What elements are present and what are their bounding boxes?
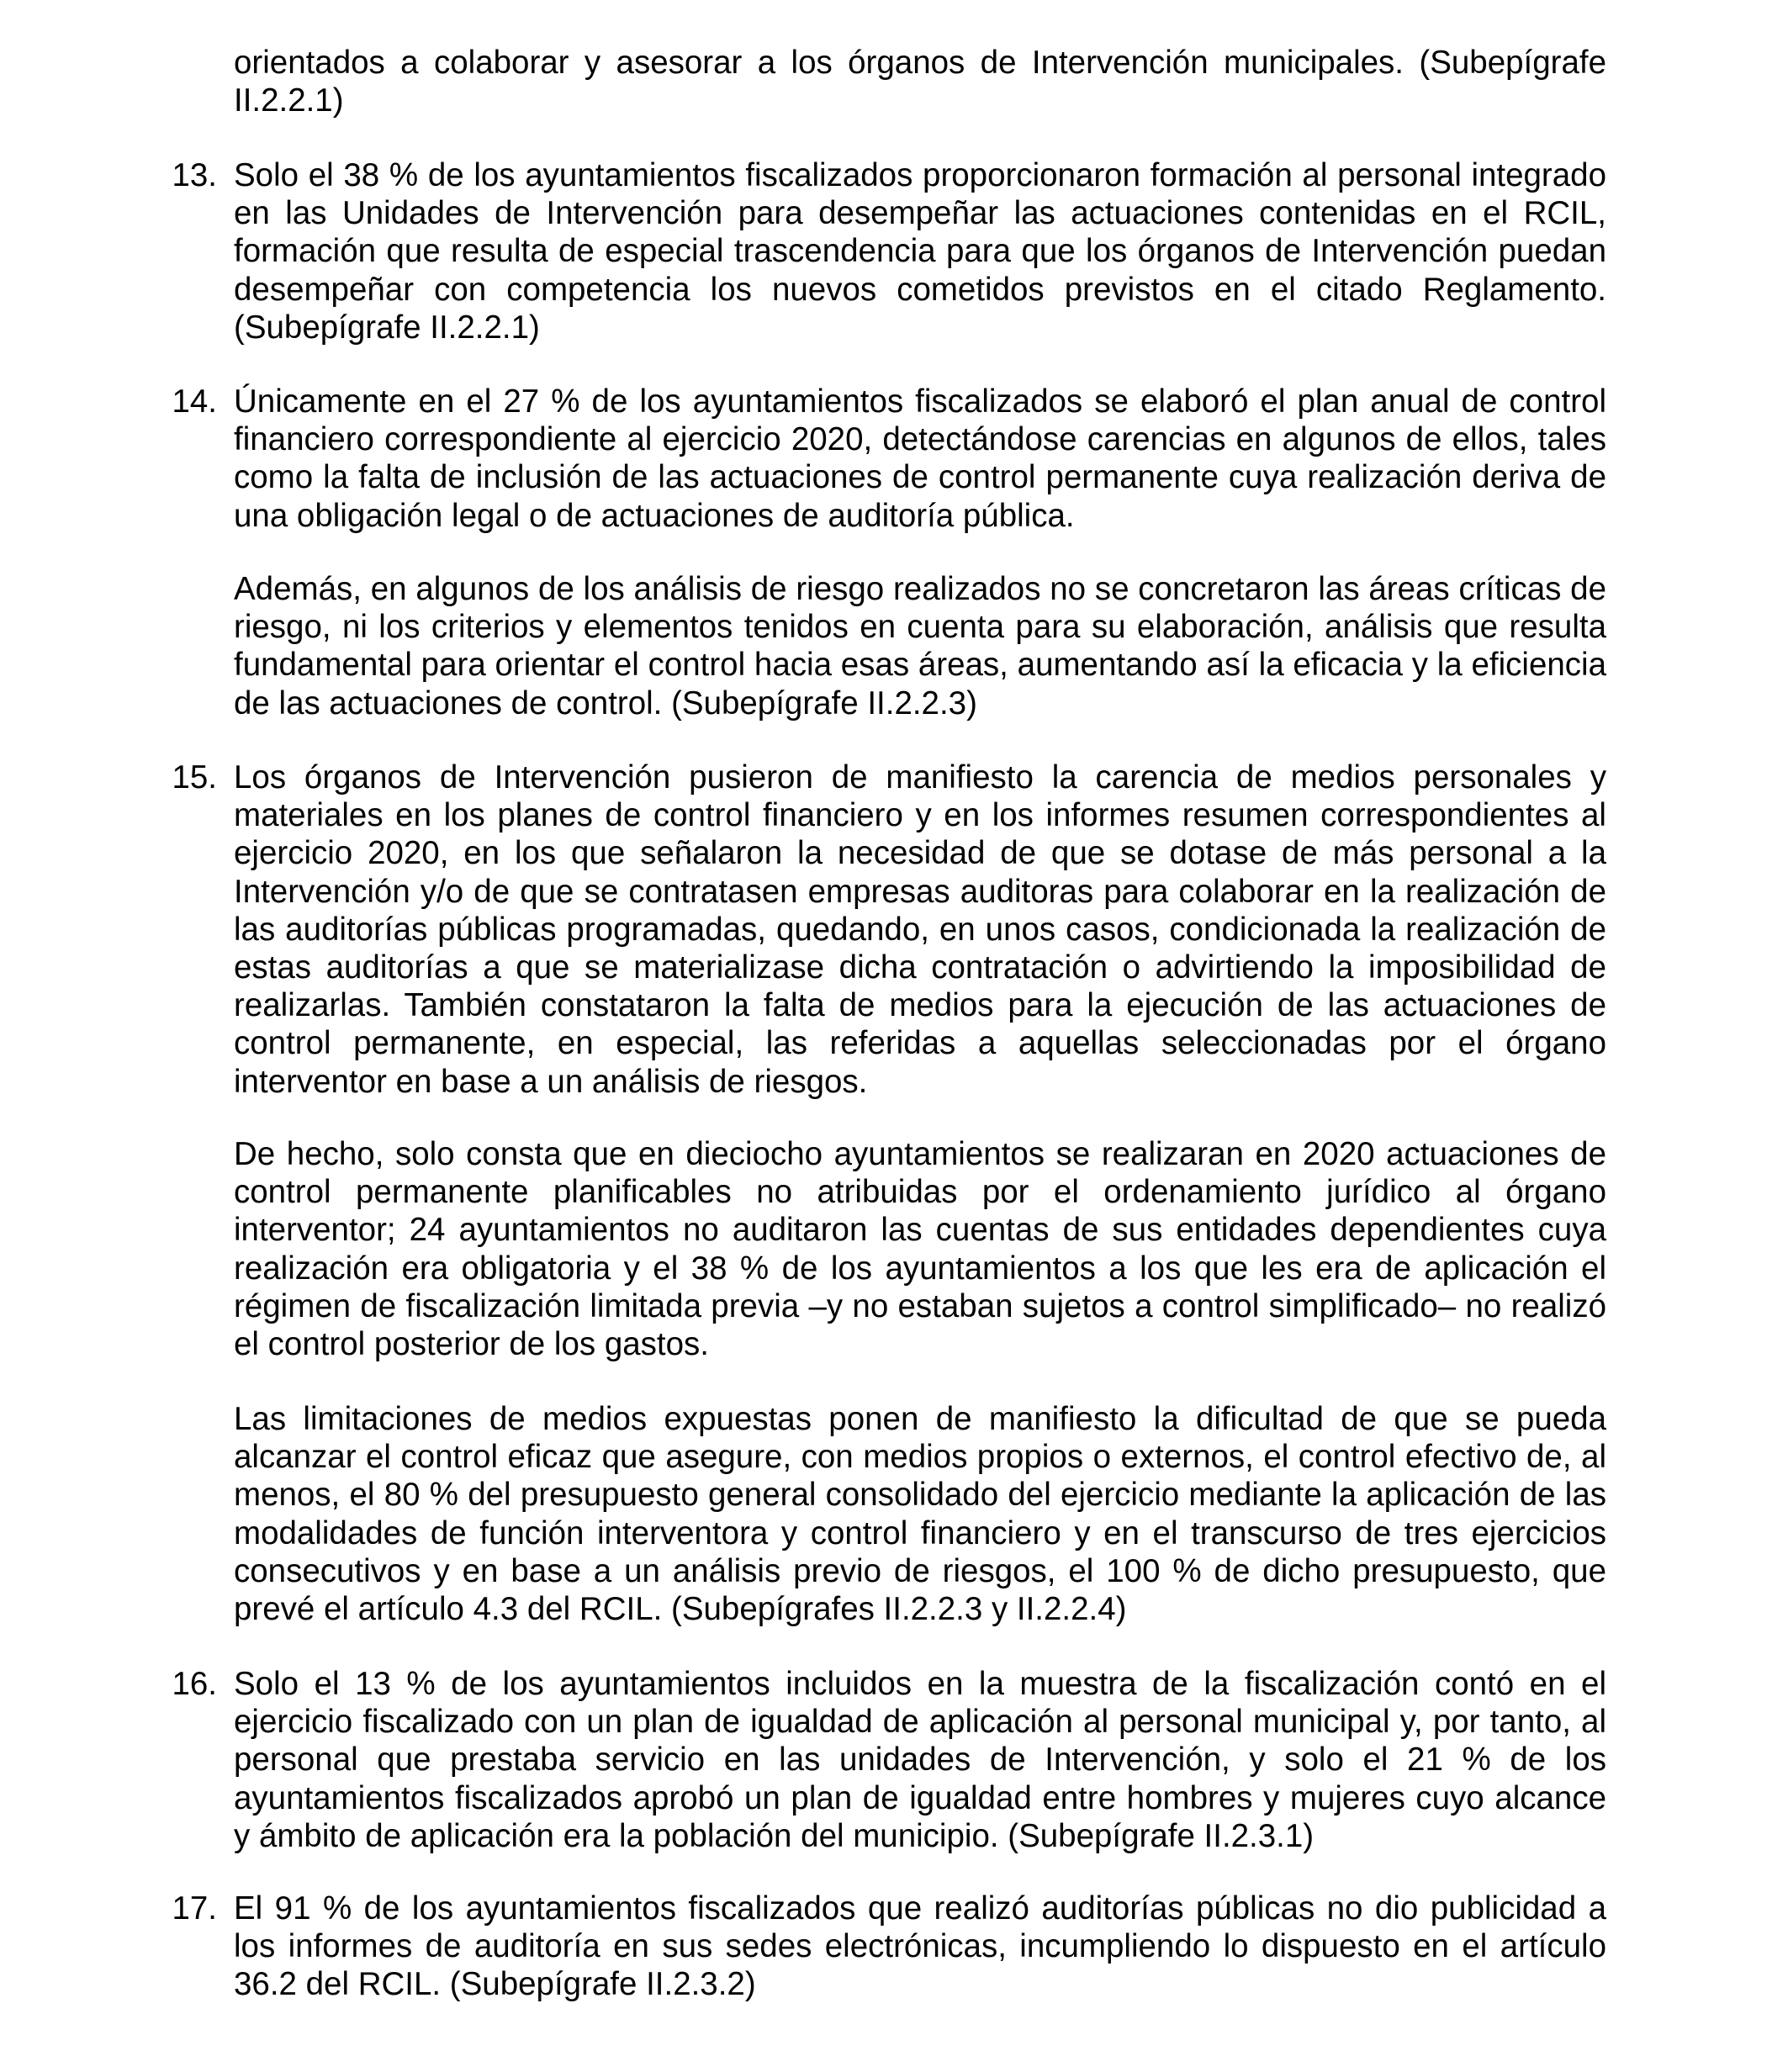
item-15-paragraph-3: Las limitaciones de medios expuestas ponen de manifiesto la dificultad de que se pueda alcanzar el control eficaz que asegure, con medios propios o externos, el control efectivo de, al menos, el 80 % del presupuesto general consolidado del ejercicio mediante la aplicación de las modalidades de función interventora y control financiero y en el transcurso de tres ejercicios consecutivos y en base a un análisis previo de riesgos, el 100 % de dicho presupuesto, que prevé el artículo 4.3 del RCIL. (Subepígrafes II.2.2.3 y II.2.2.4) (234, 1401, 1606, 1628)
item-15-paragraph-2: De hecho, solo consta que en dieciocho ayuntamientos se realizaran en 2020 actuaciones de control permanente planificables no atribuidas por el ordenamiento jurídico al órgano interventor; 24 ayuntamientos no auditaron las cuentas de sus entidades dependientes cuya realización era obligatoria y el 38 % de los ayuntamientos a los que les era de aplicación el régimen de fiscalización limitada previa –y no estaban sujetos a control simplificado– no realizó el control posterior de los gastos. (234, 1136, 1606, 1363)
item-17-paragraph-1: El 91 % de los ayuntamientos fiscalizados que realizó auditorías públicas no dio publicidad a los informes de auditoría en sus sedes electrónicas, incumpliendo lo dispuesto en el artículo 36.2 del RCIL. (Subepígrafe II.2.3.2) (234, 1890, 1606, 2003)
item-17-number: 17. (172, 1890, 217, 1927)
item-13-number: 13. (172, 157, 217, 193)
item-14-paragraph-1: Únicamente en el 27 % de los ayuntamientos fiscalizados se elaboró el plan anual de control financiero correspondiente al ejercicio 2020, detectándose carencias en algunos de ellos, tales como la falta de inclusión de las actuaciones de control permanente cuya realización deriva de una obligación legal o de actuaciones de auditoría pública. (234, 383, 1606, 534)
item-16-number: 16. (172, 1666, 217, 1702)
item-15-number: 15. (172, 759, 217, 796)
item-14-paragraph-2: Además, en algunos de los análisis de riesgo realizados no se concretaron las áreas críticas de riesgo, ni los criterios y elementos tenidos en cuenta para su elaboración, análisis que resulta fundamental para orientar el control hacia esas áreas, aumentando así la eficacia y la eficiencia de las actuaciones de control. (Subepígrafe II.2.2.3) (234, 571, 1606, 722)
item-16-paragraph-1: Solo el 13 % de los ayuntamientos incluidos en la muestra de la fiscalización contó en el ejercicio fiscalizado con un plan de igualdad de aplicación al personal municipal y, por tanto, al personal que prestaba servicio en las unidades de Intervención, y solo el 21 % de los ayuntamientos fiscalizados aprobó un plan de igualdad entre hombres y mujeres cuyo alcance y ámbito de aplicación era la población del municipio. (Subepígrafe II.2.3.1) (234, 1666, 1606, 1854)
intro-continuation-paragraph: orientados a colaborar y asesorar a los órganos de Intervención municipales. (Subepígrafe II.2.2.1) (234, 45, 1606, 119)
item-13-paragraph-1: Solo el 38 % de los ayuntamientos fiscalizados proporcionaron formación al personal integrado en las Unidades de Intervención para desempeñar las actuaciones contenidas en el RCIL, formación que resulta de especial trascendencia para que los órganos de Intervención puedan desempeñar con competencia los nuevos cometidos previstos en el citado Reglamento. (Subepígrafe II.2.2.1) (234, 157, 1606, 346)
item-15-paragraph-1: Los órganos de Intervención pusieron de manifiesto la carencia de medios personales y materiales en los planes de control financiero y en los informes resumen correspondientes al ejercicio 2020, en los que señalaron la necesidad de que se dotase de más personal a la Intervención y/o de que se contratasen empresas auditoras para colaborar en la realización de las auditorías públicas programadas, quedando, en unos casos, condicionada la realización de estas auditorías a que se materializase dicha contratación o advirtiendo la imposibilidad de realizarlas. También constataron la falta de medios para la ejecución de las actuaciones de control permanente, en especial, las referidas a aquellas seleccionadas por el órgano interventor en base a un análisis de riesgos. (234, 759, 1606, 1100)
item-14-number: 14. (172, 383, 217, 420)
